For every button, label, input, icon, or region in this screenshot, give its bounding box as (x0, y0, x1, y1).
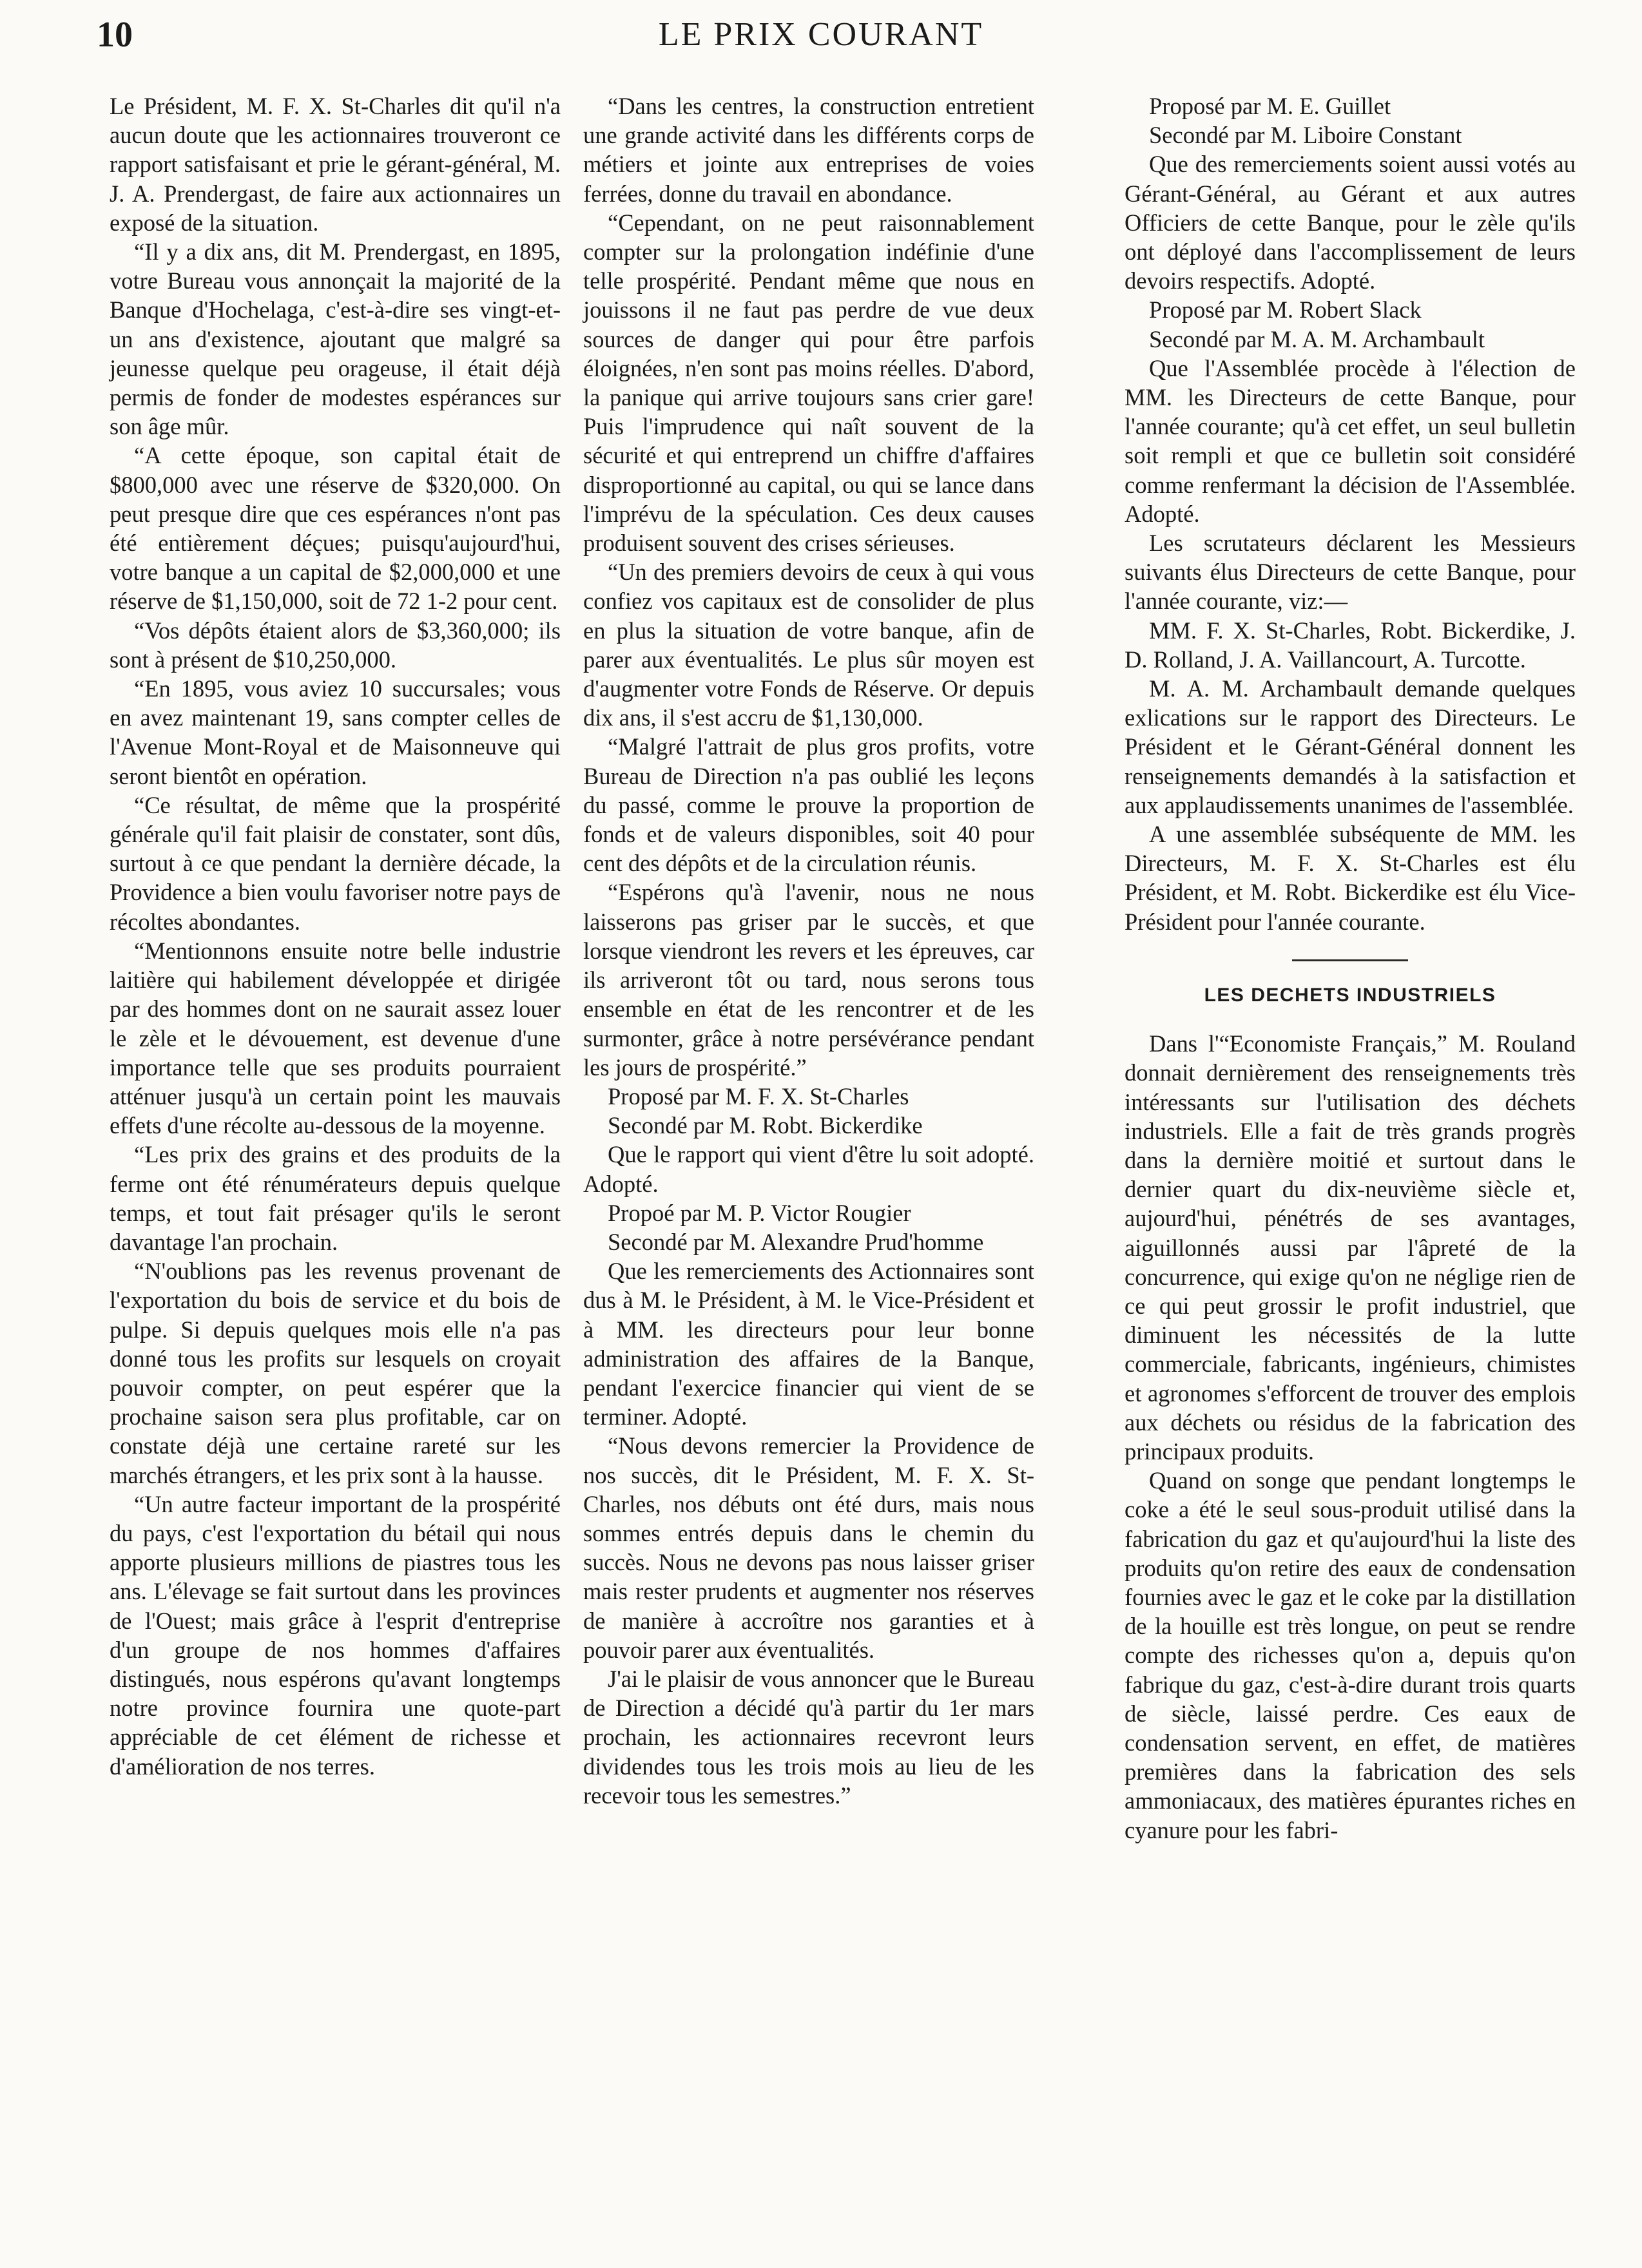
paragraph: “Cependant, on ne peut raisonnablement compter sur la prolongation indéfinie d'une telle prospérité. Pendant même que nous en jouissons il ne faut pas perdre de vue deux sources de danger qui pour être parfois éloignées, n'en sont pas moins réelles. D'abord, la panique qui arrive toujours sans crier gare! Puis l'imprudence qui naît souvent de la sécurité et qui entreprend un chiffre d'affaires disproportionné au capital, ou qui se lance dans l'imprévu de la spéculation. Ces deux causes produisent souvent des crises sérieuses. (583, 209, 1034, 557)
paragraph: “Vos dépôts étaient alors de $3,360,000; ils sont à présent de $10,250,000. (110, 617, 561, 673)
motion-seconder: Secondé par M. A. M. Archambault (1149, 325, 1485, 352)
column-3 (1125, 91, 1576, 1845)
article-columns (0, 84, 1642, 2262)
paragraph: Les scrutateurs déclarent les Messieurs suivants élus Directeurs de cette Banque, pour l'année courante, viz:— (1125, 530, 1576, 615)
section-heading: LES DECHETS INDUSTRIELS (1204, 984, 1496, 1006)
paragraph: “N'oublions pas les revenus provenant de l'exportation du bois de service et du bois de pulpe. Si depuis quelques mois elle n'a pas donné tous les profits sur lesquels on croyait pouvoir compter, on peut espérer que la prochaine saison sera plus profitable, car on constate déjà une certaine rareté sur les marchés étrangers, et les prix sont à la hausse. (110, 1258, 561, 1488)
paragraph: J'ai le plaisir de vous annoncer que le Bureau de Direction a décidé qu'à partir du 1er mars prochain, les actionnaires recevront leurs dividendes tous les trois mois au lieu de les recevoir tous les semestres.” (583, 1665, 1034, 1809)
paragraph: Le Président, M. F. X. St-Charles dit qu'il n'a aucun doute que les actionnaires trouveront ce rapport satisfaisant et prie le gérant-général, M. J. A. Prendergast, de faire aux actionnaires un exposé de la situation. (110, 93, 561, 236)
paragraph: MM. F. X. St-Charles, Robt. Bickerdike, J. D. Rolland, J. A. Vaillancourt, A. Turcotte. (1125, 617, 1576, 673)
motion-text: Que les remerciements des Actionnaires sont dus à M. le Président, à M. le Vice-Président et à MM. les directeurs pour leur bonne administration des affaires de la Banque, pendant l'exercice financier qui vient de se terminer. Adopté. (583, 1258, 1034, 1430)
paragraph: “Il y a dix ans, dit M. Prendergast, en 1895, votre Bureau vous annonçait la majorité de la Banque d'Hochelaga, c'est-à-dire ses vingt-et-un ans d'existence, ajoutant que malgré sa jeunesse quelque peu orageuse, il était déjà permis de fonder de modestes espérances sur son âge mûr. (110, 238, 561, 440)
paragraph: “En 1895, vous aviez 10 succursales; vous en avez maintenant 19, sans compter celles de l'Avenue Mont-Royal et de Maisonneuve qui seront bientôt en opération. (110, 675, 561, 789)
paragraph: “Nous devons remercier la Providence de nos succès, dit le Président, M. F. X. St-Charles, nos débuts ont été durs, mais nous sommes entrés depuis dans le chemin du succès. Nous ne devons pas nous laisser griser mais rester prudents et augmenter nos réserves de manière à accroître nos garanties et à pouvoir parer aux éventualités. (583, 1432, 1034, 1663)
motion-proposer: Proposé par M. F. X. St-Charles (608, 1082, 909, 1110)
paragraph: “A cette époque, son capital était de $800,000 avec une réserve de $320,000. On peut presque dire que ces espérances n'ont pas été entièrement déçues; puisqu'aujourd'hui, votre banque a un capital de $2,000,000 et une réserve de $1,150,000, soit de 72 1-2 pour cent. (110, 442, 561, 615)
paragraph: Dans l'“Economiste Français,” M. Rouland donnait dernièrement des renseignements très intéressants sur l'utilisation des déchets industriels. Elle a fait de très grands progrès dans la dernière moitié et surtout dans le dernier quart du dix-neuvième siècle et, aujourd'hui, pénétrés de ses avantages, aiguillonnés aussi par l'âpreté de la concurrence, qui exige qu'on ne néglige rien de ce qui peut grossir le profit industriel, que diminuent les nécessités de la lutte commerciale, fabricants, ingénieurs, chimistes et agronomes s'efforcent de trouver des emplois aux déchets ou résidus de la fabrication des principaux produits. (1125, 1030, 1576, 1465)
paragraph: “Ce résultat, de même que la prospérité générale qu'il fait plaisir de constater, sont dûs, surtout à ce que pendant la dernière décade, la Providence a bien voulu favoriser notre pays de récoltes abondantes. (110, 791, 561, 935)
motion-text: Que des remerciements soient aussi votés au Gérant-Général, au Gérant et aux autres Officiers de cette Banque, pour le zèle qu'ils ont déployé dans l'accomplissement de leurs devoirs respectifs. Adopté. (1125, 151, 1576, 294)
column-2 (583, 91, 1034, 1810)
paragraph: “Espérons qu'à l'avenir, nous ne nous laisserons pas griser par le succès, et que lorsque viendront les revers et les épreuves, car ils arriveront tôt ou tard, nous serons tous ensemble en état de les rencontrer et de les surmonter, grâce à notre persévérance pendant les jours de prospérité.” (583, 879, 1034, 1081)
motion-seconder: Secondé par M. Liboire Constant (1149, 122, 1462, 149)
section-divider (1292, 959, 1408, 961)
paragraph: “Un autre facteur important de la prospérité du pays, c'est l'exportation du bétail qui nous apporte plusieurs millions de piastres tous les ans. L'élevage se fait surtout dans les provinces de l'Ouest; mais grâce à l'esprit d'entreprise d'un groupe de nos hommes d'affaires distingués, nous espérons qu'avant longtemps notre province fournira une quote-part appréciable de cet élément de richesse et d'amélioration de nos terres. (110, 1490, 561, 1780)
page-header (0, 0, 1642, 77)
motion-proposer: Proposé par M. E. Guillet (1149, 93, 1391, 119)
paragraph: A une assemblée subséquente de MM. les Directeurs, M. F. X. St-Charles est élu Président, et M. Robt. Bickerdike est élu Vice-Président pour l'année courante. (1125, 821, 1576, 935)
paragraph: “Les prix des grains et des produits de la ferme ont été rénumérateurs depuis quelque temps, et tout fait présager qu'ils le seront davantage l'an prochain. (110, 1141, 561, 1255)
paragraph: “Un des premiers devoirs de ceux à qui vous confiez vos capitaux est de consolider de plus en plus la situation de votre banque, afin de parer aux éventualités. Le plus sûr moyen est d'augmenter votre Fonds de Réserve. Or depuis dix ans, il s'est accru de $1,130,000. (583, 559, 1034, 731)
motion-seconder: Secondé par M. Robt. Bickerdike (608, 1112, 923, 1139)
paragraph: “Dans les centres, la construction entretient une grande activité dans les différents corps de métiers et jointe aux entreprises de voies ferrées, donne du travail en abondance. (583, 93, 1034, 207)
motion-text: Que le rapport qui vient d'être lu soit adopté. Adopté. (583, 1141, 1034, 1197)
paragraph: “Mentionnons ensuite notre belle industrie laitière qui habilement développée et dirigée par des hommes dont on ne saurait assez louer le zèle et le dévouement, est devenue d'une importance telle que ses produits pourraient atténuer jusqu'à un certain point les mauvais effets d'une récolte au-dessous de la moyenne. (110, 937, 561, 1139)
paragraph: “Malgré l'attrait de plus gros profits, votre Bureau de Direction n'a pas oublié les leçons du passé, comme le prouve la proportion de fonds et de valeurs disponibles, soit 40 pour cent des dépôts et de la circulation réunis. (583, 733, 1034, 877)
paragraph: Quand on songe que pendant longtemps le coke a été le seul sous-produit utilisé dans la fabrication du gaz et qu'aujourd'hui la liste des produits qu'on retire des eaux de condensation fournies avec le gaz et le coke par la distillation de la houille est très longue, on peut se rendre compte des richesses qu'on a, depuis qu'on fabrique du gaz, c'est-à-dire durant trois quarts de siècle, laissé perdre. Ces eaux de condensation servent, en effet, de matières premières dans la fabrication des sels ammoniacaux, des matières épurantes riches en cyanure pour les fabri- (1125, 1467, 1576, 1843)
motion-seconder: Secondé par M. Alexandre Prud'homme (608, 1228, 984, 1255)
motion-proposer: Proposé par M. Robert Slack (1149, 296, 1422, 323)
running-title: LE PRIX COURANT (658, 16, 984, 53)
paragraph: M. A. M. Archambault demande quelques exlications sur le rapport des Directeurs. Le Président et le Gérant-Général donnent les renseignements demandés à la satisfaction et aux applaudissements unanimes de l'assemblée. (1125, 675, 1576, 818)
motion-proposer: Propoé par M. P. Victor Rougier (608, 1199, 911, 1226)
column-1 (110, 91, 561, 1781)
motion-text: Que l'Assemblée procède à l'élection de MM. les Directeurs de cette Banque, pour l'année courante; qu'à cet effet, un seul bulletin soit rempli et que ce bulletin soit considéré comme renfermant la décision de l'Assemblée. Adopté. (1125, 354, 1576, 527)
page-number: 10 (97, 15, 133, 55)
